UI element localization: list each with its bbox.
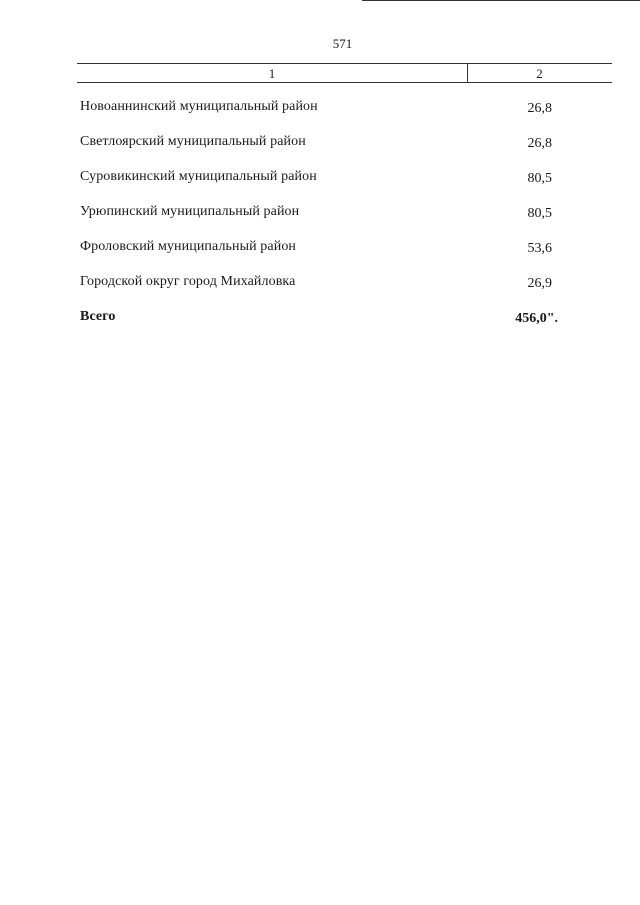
header-top-border [77, 63, 612, 64]
row-name: Городской округ город Михайловка [80, 274, 296, 289]
page-number: 571 [332, 36, 353, 51]
table-row [80, 235, 580, 270]
table-header [77, 63, 612, 83]
row-name: Светлоярский муниципальный район [80, 134, 306, 149]
table-total-row [80, 305, 580, 340]
row-value: 53,6 [527, 241, 552, 256]
row-name: Суровикинский муниципальный район [80, 169, 317, 184]
row-value: 26,8 [527, 101, 552, 116]
table-body [80, 95, 580, 340]
table-row [80, 270, 580, 305]
header-column-1: 1 [268, 66, 276, 81]
row-name: Урюпинский муниципальный район [80, 204, 300, 219]
row-value: 80,5 [527, 206, 552, 221]
row-value: 80,5 [527, 171, 552, 186]
table-row [80, 200, 580, 235]
row-value: 26,9 [527, 276, 552, 291]
row-value: 26,8 [527, 136, 552, 151]
total-label: Всего [80, 309, 116, 324]
header-column-2: 2 [536, 66, 543, 81]
header-bottom-border [77, 82, 612, 83]
table-row [80, 130, 580, 165]
table-row [80, 165, 580, 200]
top-rule [362, 0, 640, 1]
row-name: Новоаннинский муниципальный район [80, 99, 318, 114]
total-value: 456,0". [515, 311, 558, 326]
table-row [80, 95, 580, 130]
row-name: Фроловский муниципальный район [80, 239, 297, 254]
